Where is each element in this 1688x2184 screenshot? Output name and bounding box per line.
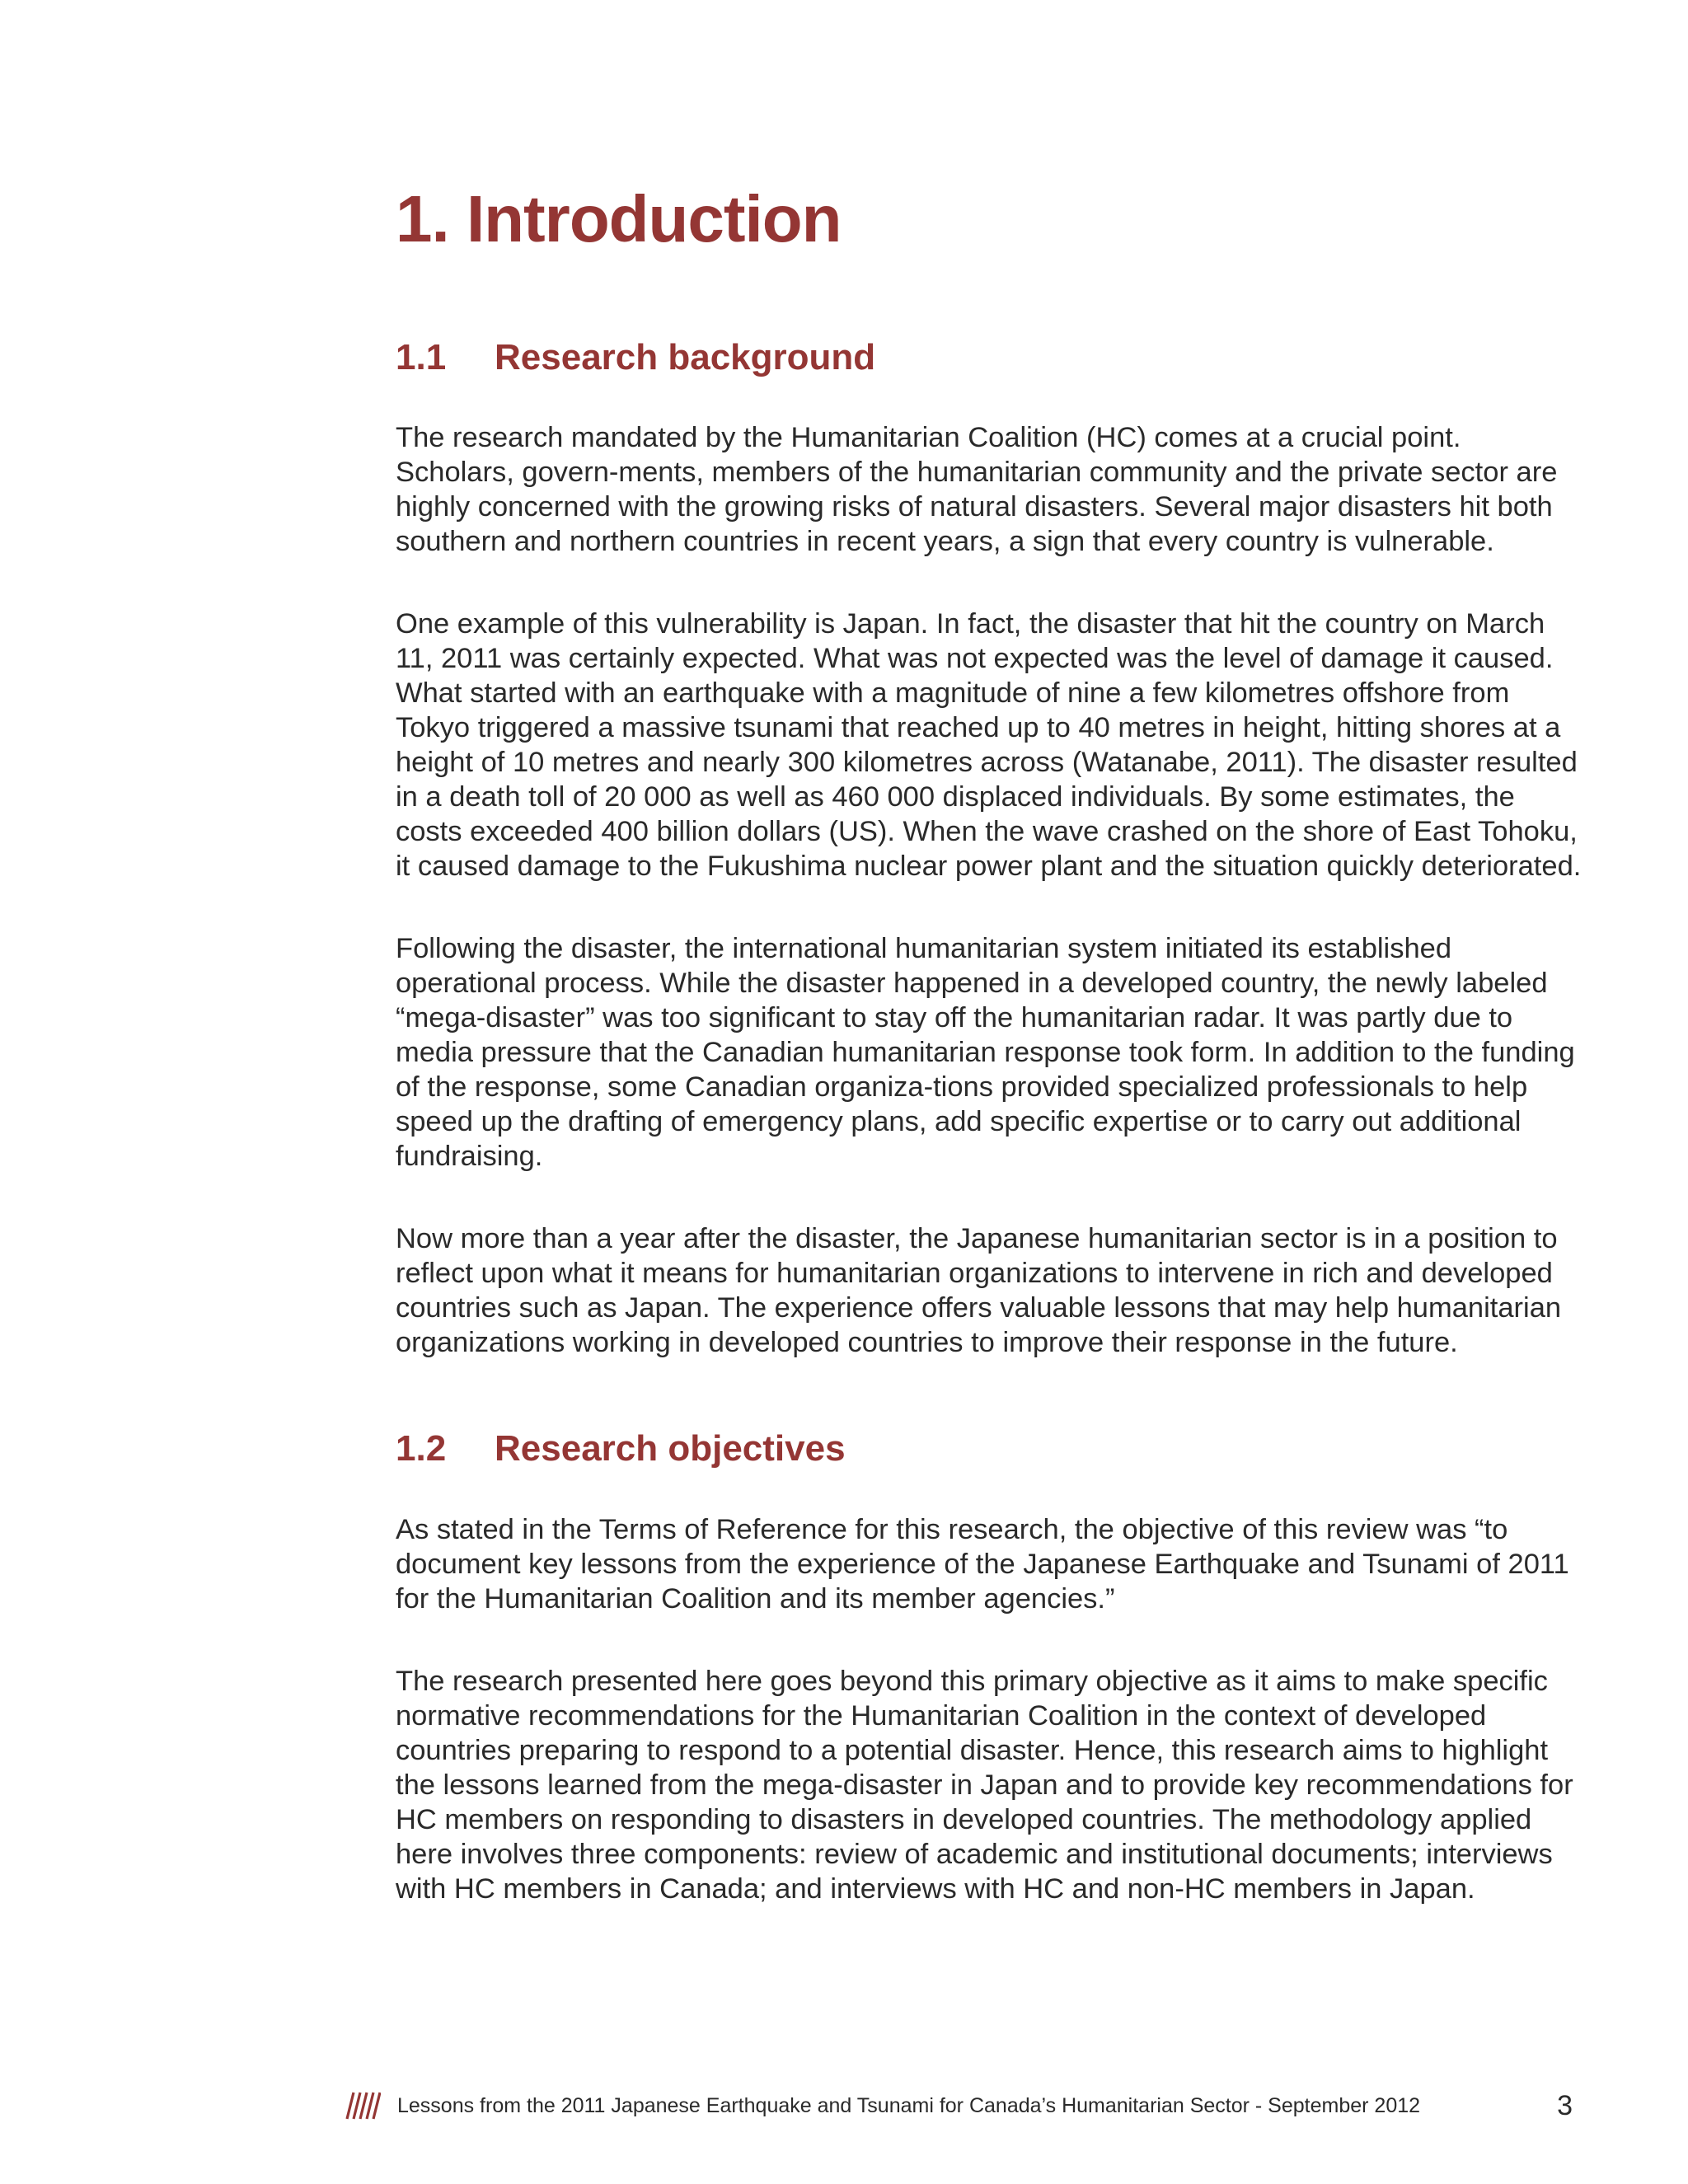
page-number: 3 — [1557, 2089, 1573, 2121]
section-title: Research objectives — [495, 1428, 846, 1469]
section-number: 1.1 — [396, 337, 447, 377]
chapter-title: 1. Introduction — [396, 182, 842, 255]
stripe-mark — [373, 2093, 380, 2119]
paragraph: The research mandated by the Humanitarian Coalition (HC) comes at a crucial point. Scholars, govern-ments, members of the humanitarian community and the private sector are highly concerned with the growing risks of natural disasters. Several major disasters hit both southern and northern countries in recent years, a sign that every country is vulnerable. — [396, 422, 1558, 558]
stripe-mark — [354, 2093, 360, 2119]
section-heading — [396, 1429, 1582, 1469]
footer-text: Lessons from the 2011 Japanese Earthquake and Tsunami for Canada’s Humanitarian Sector - September 2012 — [397, 2093, 1421, 2117]
page-footer — [345, 2085, 1573, 2126]
section-title: Research background — [495, 337, 876, 377]
paragraph: Now more than a year after the disaster, the Japanese humanitarian sector is in a position to reflect upon what it means for humanitarian organizations to intervene in rich and developed countries such as Japan. The experience offers valuable lessons that may help humanitarian organizations working in developed countries to improve their response in the future. — [396, 1223, 1562, 1359]
paragraph: One example of this vulnerability is Japan. In fact, the disaster that hit the country on March 11, 2011 was certainly expected. What was not expected was the level of damage it caused. What started with an earthquake with a magnitude of nine a few kilometres offshore from Tokyo triggered a massive tsunami that reached up to 40 metres in height, hitting shores at a height of 10 metres and nearly 300 kilometres across (Watanabe, 2011). The disaster resulted in a death toll of 20 000 as well as 460 000 displaced individuals. By some estimates, the costs exceeded 400 billion dollars (US). When the wave crashed on the shore of East Tohoku, it caused damage to the Fukushima nuclear power plant and the situation quickly deteriorated. — [396, 608, 1582, 883]
page-content — [396, 183, 1582, 1906]
paragraph: Following the disaster, the international humanitarian system initiated its established operational process. While the disaster happened in a developed country, the newly labeled “mega-disaster” was too significant to stay off the humanitarian radar. It was partly due to media pressure that the Canadian humanitarian response took form. In addition to the funding of the response, some Canadian organiza-tions provided specialized professionals to help speed up the drafting of emergency plans, add specific expertise or to carry out additional fundraising. — [396, 933, 1575, 1173]
section-heading — [396, 338, 1582, 377]
slash-stripes-icon — [345, 2091, 381, 2121]
paragraph: As stated in the Terms of Reference for this research, the objective of this review was “to document key lessons from the experience of the Japanese Earthquake and Tsunami of 2011 for the Humanitarian Coalition and its member agencies.” — [396, 1513, 1569, 1615]
section-research-background — [396, 338, 1582, 1360]
stripe-mark — [347, 2093, 354, 2119]
paragraph: The research presented here goes beyond this primary objective as it aims to make specific normative recommendations for the Humanitarian Coalition in the context of developed countries preparing to respond to a potential disaster. Hence, this research aims to highlight the lessons learned from the mega-disaster in Japan and to provide key recommendations for HC members on responding to disasters in developed countries. The methodology applied here involves three components: review of academic and institutional documents; interviews with HC members in Canada; and interviews with HC and non-HC members in Japan. — [396, 1665, 1573, 1905]
section-number: 1.2 — [396, 1428, 447, 1469]
stripe-mark — [367, 2093, 373, 2119]
stripe-mark — [360, 2093, 367, 2119]
section-research-objectives — [396, 1429, 1582, 1905]
